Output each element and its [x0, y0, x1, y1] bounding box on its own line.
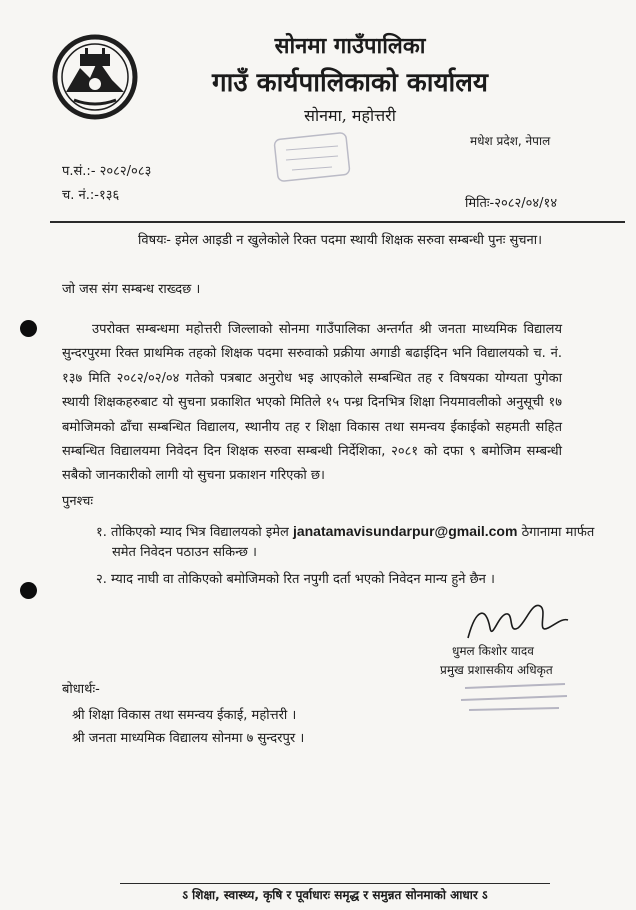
footer-divider — [120, 883, 550, 884]
footer-motto: ऽ शिक्षा, स्वास्थ्य, कृषि र पूर्वाधारः समृद्ध र समुन्नत सोनमाको आधार ऽ — [182, 888, 488, 902]
note-1-continued: समेत निवेदन पठाउन सकिन्छ । — [112, 545, 257, 560]
punch-hole-bottom — [20, 582, 37, 599]
signatory-title: प्रमुख प्रशासकीय अधिकृत — [440, 663, 553, 677]
note-2 — [96, 570, 616, 590]
office-location: सोनमा, महोत्तरी — [304, 106, 396, 125]
note-2-number: २. — [96, 572, 107, 587]
government-emblem-icon — [52, 34, 138, 120]
letter-date: मितिः-२०८२/०४/१४ — [465, 196, 558, 211]
note-1 — [96, 521, 636, 543]
official-stamp — [455, 678, 575, 718]
cc-label: बोधार्थः- — [62, 682, 100, 697]
subject-line: विषयः- इमेल आइडी न खुलेकोले रिक्त पदमा स्थायी शिक्षक सरुवा सम्बन्धी पुनः सुचना। — [137, 233, 543, 248]
note-label: पुनश्चः — [62, 494, 94, 509]
school-email-link[interactable]: janatamavisundarpur@gmail.com — [292, 523, 518, 539]
signatory-name: धुमल किशोर यादव — [452, 644, 534, 658]
note-1-text: तोकिएको म्याद भित्र विद्यालयको इमेल — [111, 525, 289, 540]
received-stamp — [272, 132, 352, 182]
cc-item-1: श्री शिक्षा विकास तथा समन्वय ईकाई, महोत्तरी । — [72, 708, 297, 723]
cc-item-2: श्री जनता माध्यमिक विद्यालय सोनमा ७ सुन्दरपुर । — [72, 731, 305, 746]
note-1-number: १. — [96, 525, 107, 540]
reference-ps-number: प.सं.:- २०८२/०८३ — [62, 164, 152, 179]
office-name: गाउँ कार्यपालिकाको कार्यालय — [212, 68, 488, 98]
note-1-text-end: ठेगानामा मार्फत — [521, 525, 595, 540]
punch-hole-top — [20, 320, 37, 337]
municipality-name: सोनमा गाउँपालिका — [274, 33, 426, 59]
body-paragraph: उपरोक्त सम्बन्धमा महोत्तरी जिल्लाको सोनमा गाउँपालिका अन्तर्गत श्री जनता माध्यमिक विद्यालय सुन्दरपुरमा रिक्त प्राथमिक तहको शिक्षक पदमा सरुवाको प्रक्रीया अगाडी बढाईदिन भनि विद्यालयको च. नं. १३७ मिति २०८२/०२/०४ गतेको पत्रबाट अनुरोध भइ आएकोले सम्बन्धित तह र विषयका योग्यता पुगेका स्थायी शिक्षकहरुबाट यो सुचना प्रकाशित भएको मितिले १५ पन्ध्र दिनभित्र शिक्षा नियमावलीको अनुसूची १७ बमोजिमको ढाँचा सम्बन्धित विद्यालय, स्थानीय तह र शिक्षा विकास तथा समन्वय ईकाईको सहमती सहित सम्बन्धित विद्यालयमा निवेदन दिन शिक्षक सरुवा सम्बन्धी निर्देशिका, २०८१ को दफा ९ बमोजिम सम्बन्धी सबैको जानकारीको लागी यो सुचना प्रकाशन गरिएको छ। — [62, 322, 562, 484]
province-name: मधेश प्रदेश, नेपाल — [470, 134, 551, 148]
header-divider — [50, 221, 625, 223]
salutation: जो जस संग सम्बन्ध राख्दछ । — [62, 282, 201, 297]
reference-chan-number: च. नं.:-१३६ — [62, 188, 120, 203]
note-2-text: म्याद नाघी वा तोकिएको बमोजिमको रित नपुगी दर्ता भएको निवेदन मान्य हुने छैन । — [111, 572, 495, 587]
